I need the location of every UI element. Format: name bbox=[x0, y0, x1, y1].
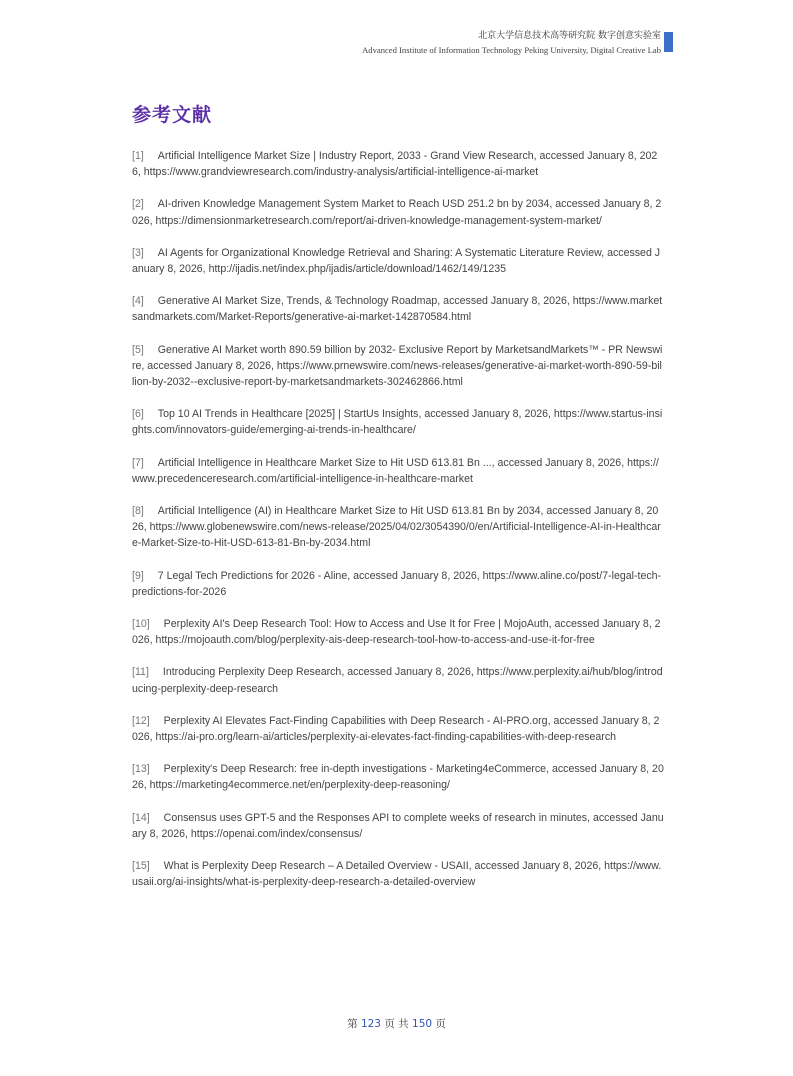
reference-number: [5] bbox=[132, 343, 144, 356]
reference-item bbox=[132, 761, 664, 793]
reference-item bbox=[132, 293, 664, 325]
reference-number: [10] bbox=[132, 618, 150, 631]
page-title: 参考文献 bbox=[132, 104, 213, 126]
reference-item bbox=[132, 616, 664, 648]
footer-middle: 页 共 bbox=[384, 1018, 409, 1030]
reference-text: Perplexity AI Elevates Fact-Finding Capabilities with Deep Research - AI-PRO.org, accessed January 8, 2026, https://ai-pro.org/learn-ai/articles/perplexity-ai-elevates-fact-finding-capabilities-with-deep-research bbox=[132, 714, 660, 744]
reference-number: [8] bbox=[132, 505, 144, 518]
reference-list bbox=[132, 148, 664, 907]
reference-text: 7 Legal Tech Predictions for 2026 - Aline, accessed January 8, 2026, https://www.aline.co/post/7-legal-tech-predictions-for-2026 bbox=[132, 569, 662, 598]
reference-number: [3] bbox=[132, 246, 144, 259]
reference-item bbox=[132, 342, 664, 391]
reference-number: [4] bbox=[132, 295, 144, 308]
reference-text: Generative AI Market worth 890.59 billion by 2032- Exclusive Report by MarketsandMarkets™ - PR Newswire, accessed January 8, 2026, https://www.prnewswire.com/news-releases/generative-ai-market-worth-890-59-billion-by-2032--exclusive-report-by-marketsandmarkets-302462866.html bbox=[132, 343, 663, 389]
reference-text: What is Perplexity Deep Research – A Detailed Overview - USAII, accessed January 8, 2026, https://www.usaii.org/ai-insights/what-is-perplexity-deep-research-a-detailed-overview bbox=[132, 860, 662, 889]
total-pages-number: 150 bbox=[412, 1018, 433, 1030]
reference-item bbox=[132, 664, 664, 696]
header-accent-bar bbox=[664, 32, 673, 52]
reference-item bbox=[132, 148, 664, 180]
reference-item bbox=[132, 455, 664, 487]
footer-suffix: 页 bbox=[435, 1018, 446, 1030]
reference-text: Perplexity AI's Deep Research Tool: How to Access and Use It for Free | MojoAuth, accessed January 8, 2026, https://mojoauth.com/blog/perplexity-ais-deep-research-tool-how-to-access-and-use-it-for-free bbox=[132, 618, 661, 647]
reference-number: [1] bbox=[132, 150, 144, 162]
reference-item bbox=[132, 810, 664, 842]
reference-item bbox=[132, 406, 664, 438]
reference-item bbox=[132, 503, 664, 552]
reference-text: Artificial Intelligence in Healthcare Market Size to Hit USD 613.81 Bn ..., accessed January 8, 2026, https://www.precedenceresearch.com/artificial-intelligence-in-healthcare-market bbox=[132, 456, 659, 485]
reference-item bbox=[132, 568, 664, 600]
reference-text: AI Agents for Organizational Knowledge Retrieval and Sharing: A Systematic Literature Review, accessed January 8, 2026, http://ijadis.net/index.php/ijadis/article/download/1462/149/1235 bbox=[132, 246, 661, 276]
reference-text: AI-driven Knowledge Management System Market to Reach USD 251.2 bn by 2034, accessed January 8, 2026, https://dimensionmarketresearch.com/report/ai-driven-knowledge-management-system-market/ bbox=[132, 198, 662, 227]
reference-number: [6] bbox=[132, 408, 144, 421]
reference-number: [15] bbox=[132, 860, 150, 873]
reference-item bbox=[132, 858, 664, 890]
reference-item bbox=[132, 713, 664, 745]
footer-prefix: 第 bbox=[347, 1018, 358, 1030]
reference-item bbox=[132, 196, 664, 228]
reference-number: [2] bbox=[132, 198, 144, 211]
reference-number: [14] bbox=[132, 811, 150, 824]
institute-name-en: Advanced Institute of Information Technology Peking University, Digital Creative Lab bbox=[362, 45, 661, 55]
reference-text: Consensus uses GPT-5 and the Responses API to complete weeks of research in minutes, accessed January 8, 2026, https://openai.com/index/consensus/ bbox=[132, 811, 664, 840]
page-footer bbox=[0, 1016, 793, 1031]
reference-number: [7] bbox=[132, 456, 144, 469]
reference-text: Generative AI Market Size, Trends, & Technology Roadmap, accessed January 8, 2026, https://www.marketsandmarkets.com/Market-Reports/generative-ai-market-142870584.html bbox=[132, 295, 663, 324]
reference-number: [12] bbox=[132, 714, 150, 727]
reference-text: Top 10 AI Trends in Healthcare [2025] | StartUs Insights, accessed January 8, 2026, https://www.startus-insights.com/innovators-guide/emerging-ai-trends-in-healthcare/ bbox=[132, 408, 663, 437]
page-header bbox=[362, 30, 661, 57]
institute-name-cn: 北京大学信息技术高等研究院 数字创意实验室 bbox=[478, 31, 661, 41]
reference-number: [13] bbox=[132, 763, 150, 776]
current-page-number: 123 bbox=[360, 1018, 381, 1030]
reference-text: Artificial Intelligence Market Size | Industry Report, 2033 - Grand View Research, accessed January 8, 2026, https://www.grandviewresearch.com/industry-analysis/artificial-intelligence-ai-market bbox=[132, 150, 658, 179]
reference-text: Artificial Intelligence (AI) in Healthcare Market Size to Hit USD 613.81 Bn by 2034, accessed January 8, 2026, https://www.globenewswire.com/news-release/2025/04/02/3054390/0/en/Artificial-Intelligence-AI-in-Healthcare-Market-Size-to-Hit-USD-613-81-Bn-by-2034.html bbox=[132, 505, 661, 550]
reference-number: [9] bbox=[132, 569, 144, 582]
reference-number: [11] bbox=[132, 666, 149, 679]
reference-item bbox=[132, 245, 664, 277]
reference-text: Introducing Perplexity Deep Research, accessed January 8, 2026, https://www.perplexity.ai/hub/blog/introducing-perplexity-deep-research bbox=[132, 666, 663, 695]
reference-text: Perplexity's Deep Research: free in-depth investigations - Marketing4eCommerce, accessed January 8, 2026, https://marketing4ecommerce.net/en/perplexity-deep-reasoning/ bbox=[132, 763, 664, 792]
